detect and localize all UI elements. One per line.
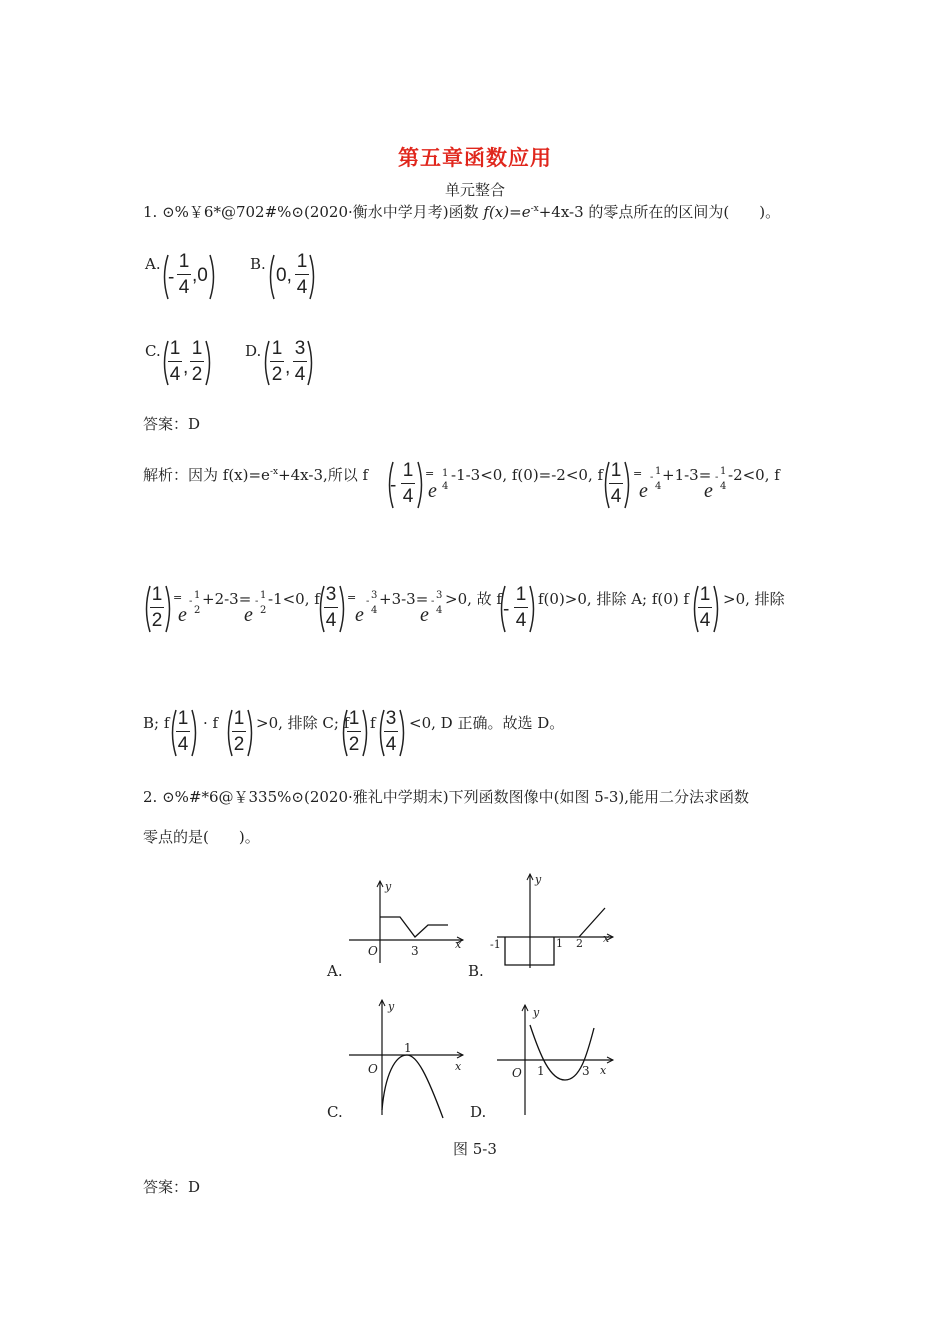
- fraction: 1 2: [151, 584, 163, 631]
- analysis-l2-mid5: f(0)>0, 排除 A; f(0) f: [538, 590, 689, 608]
- exp-num: 1: [442, 468, 449, 479]
- exp-den: 2: [260, 605, 267, 616]
- equals: =: [633, 467, 643, 480]
- exp-num: 1: [260, 590, 267, 601]
- fraction: 1 2: [348, 708, 360, 755]
- exp-den: 4: [720, 481, 727, 492]
- paren-right: [208, 253, 218, 301]
- equals: =: [425, 467, 435, 480]
- e-symbol: e: [244, 604, 253, 626]
- fraction: 1 2: [233, 708, 245, 755]
- analysis-l2-mid1: +2-3=: [202, 590, 252, 608]
- analysis-l1-end: -2<0, f: [728, 466, 780, 484]
- graph-a-tick: 3: [411, 944, 419, 958]
- exp-num: 1: [720, 466, 727, 477]
- exp-den: 4: [442, 481, 449, 492]
- exp-minus: -: [366, 596, 370, 607]
- analysis-l3-a: B; f: [143, 714, 170, 732]
- graph-c-y-label: y: [388, 1000, 395, 1013]
- analysis-head: 解析：因为 $f(x)=e^{-x}+4x-3$,所以 f: [143, 466, 369, 484]
- graph-c: [345, 995, 465, 1120]
- e-symbol: e: [704, 480, 713, 502]
- paren-right: [623, 460, 633, 510]
- q1-option-a-tail: ,0: [192, 265, 208, 286]
- graph-b-tick-1: 1: [556, 937, 563, 950]
- graph-a: [345, 875, 465, 965]
- exp-minus: -: [650, 472, 654, 483]
- q2-stem-line1: 2. ⊙%#*6@￥335%⊙(2020·雅礼中学期末)下列函数图像中(如图 5-3),能用二分法求函数: [143, 788, 750, 806]
- exp-minus: -: [255, 596, 259, 607]
- q2-answer: 答案：D: [143, 1178, 201, 1196]
- q1-option-d-comma: ,: [285, 357, 291, 378]
- exp-den: 4: [436, 605, 443, 616]
- paren-right: [712, 584, 722, 634]
- paren-right: [246, 708, 256, 758]
- exp-num: 3: [371, 590, 378, 601]
- e-symbol: e: [639, 480, 648, 502]
- graph-d-label: D.: [470, 1103, 487, 1121]
- q2-stem-line2: 零点的是( )。: [143, 828, 260, 846]
- analysis-l1-mid: -1-3<0, f(0)=-2<0, f: [451, 466, 604, 484]
- chapter-title: 第五章函数应用: [398, 146, 552, 170]
- q1-option-a-fraction: 1 4: [178, 251, 190, 298]
- e-symbol: e: [420, 604, 429, 626]
- graph-b-tick-neg1: -1: [490, 938, 501, 951]
- q1-option-b-fraction: 1 4: [296, 251, 308, 298]
- paren-right: [190, 708, 200, 758]
- paren-right: [308, 253, 318, 301]
- q1-option-d-fraction-2: 3 4: [294, 338, 306, 385]
- graph-c-label: C.: [327, 1103, 343, 1121]
- fraction: 3 4: [325, 584, 337, 631]
- equals: =: [173, 591, 183, 604]
- q1-option-c-label: C.: [145, 342, 161, 360]
- graph-b-label: B.: [468, 962, 484, 980]
- graph-c-origin: O: [368, 1062, 378, 1076]
- q1-option-c-comma: ,: [183, 357, 189, 378]
- analysis-l2-mid3: +3-3=: [379, 590, 429, 608]
- exp-den: 2: [194, 605, 201, 616]
- paren-right: [306, 339, 316, 387]
- graph-d-tick-1: 1: [537, 1064, 545, 1078]
- fraction: 1 4: [402, 460, 414, 507]
- paren-left: [266, 253, 276, 301]
- minus-sign: -: [390, 475, 397, 496]
- minus-sign: -: [503, 599, 510, 620]
- exp-num: 1: [655, 466, 662, 477]
- figure-caption: 图 5-3: [453, 1140, 497, 1158]
- q1-option-b-head: 0,: [276, 265, 292, 286]
- q1-option-a-label: A.: [145, 255, 161, 273]
- graph-d-y-label: y: [533, 1006, 540, 1019]
- e-symbol: e: [178, 604, 187, 626]
- graph-a-label: A.: [327, 962, 343, 980]
- q1-option-c-fraction-2: 1 2: [191, 338, 203, 385]
- fraction: 1 4: [699, 584, 711, 631]
- exp-num: 1: [194, 590, 201, 601]
- graph-c-x-label: x: [455, 1060, 462, 1073]
- q1-option-a-sign: -: [168, 267, 175, 288]
- graph-b: [495, 870, 615, 970]
- fraction: 3 4: [385, 708, 397, 755]
- equals: =: [347, 591, 357, 604]
- analysis-l3-d: <0, D 正确。故选 D。: [409, 714, 565, 732]
- exp-den: 4: [371, 605, 378, 616]
- graph-b-tick-2: 2: [576, 937, 583, 950]
- exp-minus: -: [431, 596, 435, 607]
- q1-option-d-label: D.: [245, 342, 262, 360]
- fraction: 1 4: [177, 708, 189, 755]
- graph-d-origin: O: [512, 1066, 522, 1080]
- graph-d: [495, 1000, 615, 1120]
- analysis-l3-c: f: [370, 714, 376, 732]
- paren-right: [204, 339, 214, 387]
- fraction: 1 4: [515, 584, 527, 631]
- paren-right: [398, 708, 408, 758]
- analysis-l3-b: >0, 排除 C; f: [256, 714, 350, 732]
- graph-d-x-label: x: [600, 1064, 607, 1077]
- graph-c-tick: 1: [404, 1041, 412, 1055]
- section-subtitle: 单元整合: [444, 181, 505, 199]
- q1-option-c-fraction-1: 1 4: [169, 338, 181, 385]
- paren-right: [528, 584, 538, 634]
- q1-stem: 1. ⊙%￥6*@702#%⊙(2020·衡水中学月考)函数 $f(x)=e^{-x}+4x-3$ 的零点所在的区间为( )。: [143, 203, 781, 221]
- q1-option-b-label: B.: [250, 255, 266, 273]
- e-symbol: e: [428, 480, 437, 502]
- graph-b-x-label: x: [603, 932, 610, 945]
- analysis-l2-mid2: -1<0, f: [268, 590, 320, 608]
- e-symbol: e: [355, 604, 364, 626]
- q1-option-d-fraction-1: 1 2: [271, 338, 283, 385]
- exp-minus: -: [189, 596, 193, 607]
- graph-d-tick-3: 3: [582, 1064, 590, 1078]
- graph-b-y-label: y: [535, 873, 542, 886]
- graph-a-origin: O: [368, 944, 378, 958]
- q1-answer: 答案：D: [143, 415, 201, 433]
- exp-den: 4: [655, 481, 662, 492]
- fraction: 1 4: [610, 460, 622, 507]
- exp-minus: -: [715, 472, 719, 483]
- analysis-l2-end: >0, 排除: [723, 590, 785, 608]
- analysis-l2-mid4: >0, 故 f: [445, 590, 502, 608]
- exp-num: 3: [436, 590, 443, 601]
- analysis-l1-plus: +1-3=: [662, 466, 712, 484]
- analysis-l3-dot: · f: [203, 714, 219, 732]
- graph-a-y-label: y: [385, 880, 392, 893]
- graph-a-x-label: x: [455, 938, 462, 951]
